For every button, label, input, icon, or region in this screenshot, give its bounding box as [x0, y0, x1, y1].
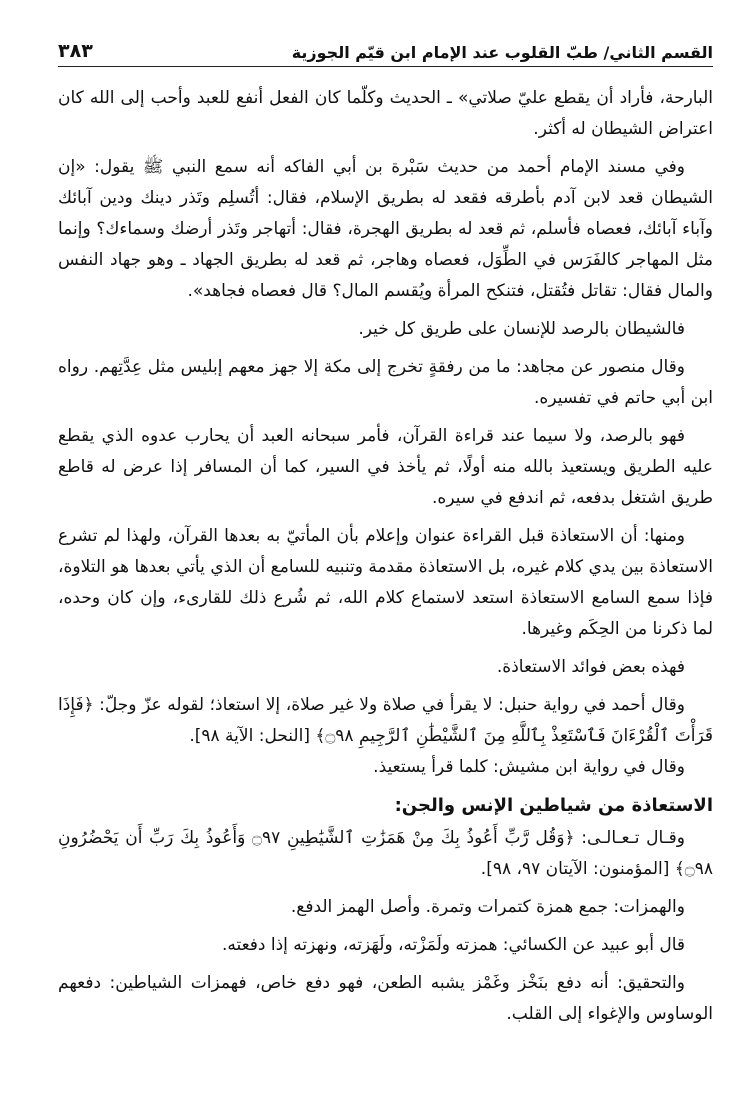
page-number: ٣٨٣ [58, 40, 93, 62]
paragraph: فهذه بعض فوائد الاستعاذة. [496, 657, 685, 677]
section-heading: الاستعاذة من شياطين الإنس والجن: [394, 795, 713, 816]
page-body [58, 67, 713, 1030]
paragraph: ومنها: أن الاستعاذة قبل القراءة عنوان وإعلام بأن المأتيّ به بعدها القرآن، ولهذا لم تشرع الاستعاذة بين يدي كلام غيره، بل الاستعاذة مقدمة وتنبيه للسامع أن الذي يأتي بعدها هو التلاوة، فإذا سمع السامع الاستعاذة استعد لاستماع كلام الله، ثم شُرع ذلك للقارىء، وإن كان وحده، لما ذكرنا من الحِكَم وغيرها. [58, 526, 713, 639]
paragraph: فهو بالرصد، ولا سيما عند قراءة القرآن، فأمر سبحانه العبد أن يحارب عدوه الذي يقطع عليه الطريق ويستعيذ بالله منه أولًا، ثم يأخذ في السير، كما أن المسافر إذا عرض له قاطع طريق اشتغل بدفعه، ثم اندفع في سيره. [58, 426, 713, 508]
paragraph: قال أبو عبيد عن الكسائي: همزته ولَمَزْته، ولَهَزته، ونهزته إذا دفعته. [221, 935, 685, 955]
paragraph: وقال أحمد في رواية حنبل: لا يقرأ في صلاة ولا غير صلاة، إلا استعاذ؛ لقوله عزّ وجلّ: ﴿فَإِذَا قَرَأْتَ ٱلْقُرْءَانَ فَٱسْتَعِذْ بِٱللَّهِ مِنَ ٱلشَّيْطَٰنِ ٱلرَّجِيمِ ۝٩٨﴾ [النحل: الآية ٩٨]. [58, 695, 713, 746]
page-header [58, 28, 713, 67]
paragraph: وقال منصور عن مجاهد: ما من رفقةٍ تخرج إلى مكة إلا جهز معهم إبليس مثل عِدَّتِهم. رواه ابن أبي حاتم في تفسيره. [58, 357, 713, 408]
book-page [58, 28, 713, 1030]
paragraph: البارحة، فأراد أن يقطع عليّ صلاتي» ـ الحديث وكلّما كان الفعل أنفع للعبد وأحب إلى الله كان اعتراض الشيطان له أكثر. [58, 88, 713, 139]
paragraph: فالشيطان بالرصد للإنسان على طريق كل خير. [358, 319, 685, 339]
running-title: القسم الثاني/ طبّ القلوب عند الإمام ابن قيّم الجوزية [291, 43, 713, 62]
paragraph: والهمزات: جمع همزة كتمرات وتمرة. وأصل الهمز الدفع. [290, 897, 685, 917]
paragraph: وقـال تـعـالـى: ﴿وَقُل رَّبِّ أَعُوذُ بِكَ مِنْ هَمَزَٰتِ ٱلشَّيَٰطِينِ ۝٩٧ وَأَعُوذُ بِكَ رَبِّ أَن يَحْضُرُونِ ۝٩٨﴾ [المؤمنون: الآيتان ٩٧، ٩٨]. [58, 828, 713, 879]
paragraph: وقال في رواية ابن مشيش: كلما قرأ يستعيذ. [373, 757, 685, 777]
paragraph: والتحقيق: أنه دفع بنَخْز وغَمْز يشبه الطعن، فهو دفع خاص، فهمزات الشياطين: دفعهم الوساوس والإغواء إلى القلب. [58, 973, 713, 1024]
paragraph: وفي مسند الإمام أحمد من حديث سَبْرة بن أبي الفاكه أنه سمع النبي ﷺ يقول: «إن الشيطان قعد لابن آدم بأطرقه فقعد له بطريق الإسلام، فقال: أتُسلِم وتَذر دينك ودين آبائك وآباء آبائك، فعصاه فأسلم، ثم قعد له بطريق الهجرة، فقال: أتهاجر وتَذر أرضك وسماءك؟ وإنما مثل المهاجر كالفَرَس في الطِّوَل، فعصاه وهاجر، ثم قعد له بطريق الجهاد ـ وهو جهاد النفس والمال فقال: تقاتل فتُقتل، فتنكح المرأة ويُقسم المال؟ قال فعصاه فجاهد». [58, 157, 713, 301]
